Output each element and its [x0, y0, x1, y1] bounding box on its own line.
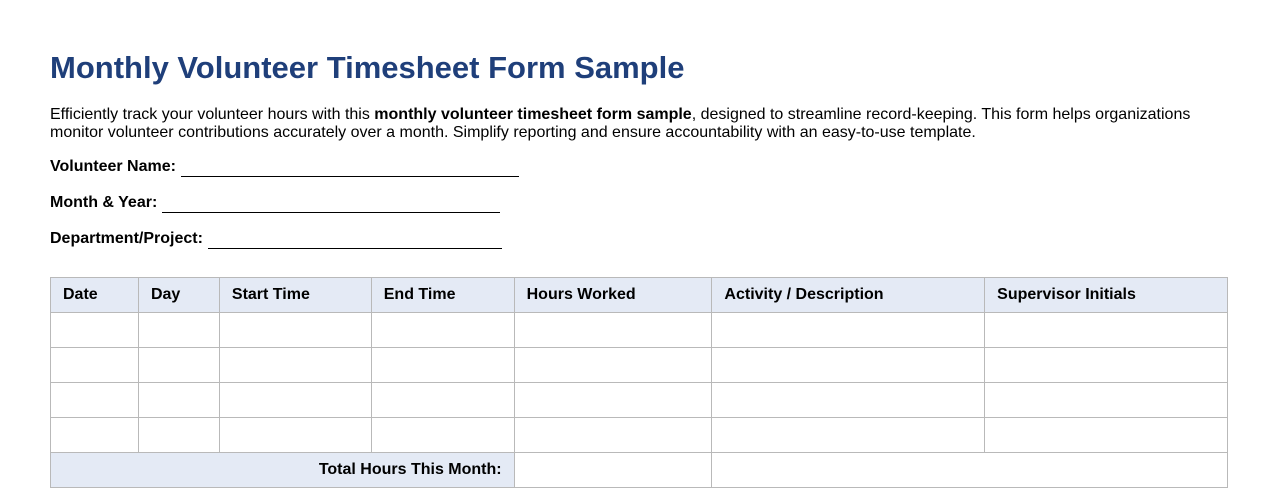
table-cell[interactable] — [51, 313, 139, 348]
table-cell[interactable] — [985, 313, 1228, 348]
table-cell[interactable] — [51, 383, 139, 418]
department-field — [50, 229, 1228, 249]
total-row-blank — [712, 453, 1228, 488]
intro-text-bold: monthly volunteer timesheet form sample — [374, 106, 692, 123]
table-cell[interactable] — [138, 383, 219, 418]
table-cell[interactable] — [712, 348, 985, 383]
month-year-field — [50, 193, 1228, 213]
intro-text-after: , designed to streamline record-keeping. This form helps organizations monitor volunteer contributions accurately over a month. Simplify reporting and ensure accountability with an easy-to-use template. — [50, 106, 1191, 141]
table-cell[interactable] — [51, 418, 139, 453]
table-cell[interactable] — [219, 383, 371, 418]
table-cell[interactable] — [219, 348, 371, 383]
table-cell[interactable] — [138, 313, 219, 348]
month-year-blank[interactable] — [162, 196, 500, 213]
header-day: Day — [138, 278, 219, 313]
timesheet-table — [50, 277, 1228, 488]
table-cell[interactable] — [514, 418, 712, 453]
table-cell[interactable] — [219, 313, 371, 348]
table-cell[interactable] — [371, 313, 514, 348]
table-cell[interactable] — [371, 418, 514, 453]
table-row — [51, 313, 1228, 348]
month-year-label: Month & Year: — [50, 194, 158, 211]
table-cell[interactable] — [371, 348, 514, 383]
header-start-time: Start Time — [219, 278, 371, 313]
total-hours-label: Total Hours This Month: — [51, 453, 515, 488]
table-cell[interactable] — [514, 313, 712, 348]
table-cell[interactable] — [712, 383, 985, 418]
department-label: Department/Project: — [50, 230, 203, 247]
table-header-row — [51, 278, 1228, 313]
table-cell[interactable] — [985, 348, 1228, 383]
page-title: Monthly Volunteer Timesheet Form Sample — [50, 50, 685, 85]
table-cell[interactable] — [985, 383, 1228, 418]
table-cell[interactable] — [219, 418, 371, 453]
table-row — [51, 418, 1228, 453]
intro-text-before: Efficiently track your volunteer hours with this — [50, 106, 375, 123]
volunteer-name-label: Volunteer Name: — [50, 158, 176, 175]
header-date: Date — [51, 278, 139, 313]
table-row — [51, 348, 1228, 383]
volunteer-name-blank[interactable] — [181, 160, 519, 177]
header-supervisor-initials: Supervisor Initials — [985, 278, 1228, 313]
department-blank[interactable] — [208, 232, 502, 249]
table-cell[interactable] — [138, 348, 219, 383]
table-cell[interactable] — [985, 418, 1228, 453]
table-cell[interactable] — [371, 383, 514, 418]
total-hours-value[interactable] — [514, 453, 712, 488]
intro-paragraph — [50, 106, 1210, 142]
volunteer-name-field — [50, 157, 1228, 177]
table-row — [51, 383, 1228, 418]
table-cell[interactable] — [514, 383, 712, 418]
header-hours-worked: Hours Worked — [514, 278, 712, 313]
total-row — [51, 453, 1228, 488]
header-activity: Activity / Description — [712, 278, 985, 313]
header-end-time: End Time — [371, 278, 514, 313]
table-cell[interactable] — [138, 418, 219, 453]
table-cell[interactable] — [514, 348, 712, 383]
table-cell[interactable] — [51, 348, 139, 383]
table-cell[interactable] — [712, 418, 985, 453]
table-cell[interactable] — [712, 313, 985, 348]
